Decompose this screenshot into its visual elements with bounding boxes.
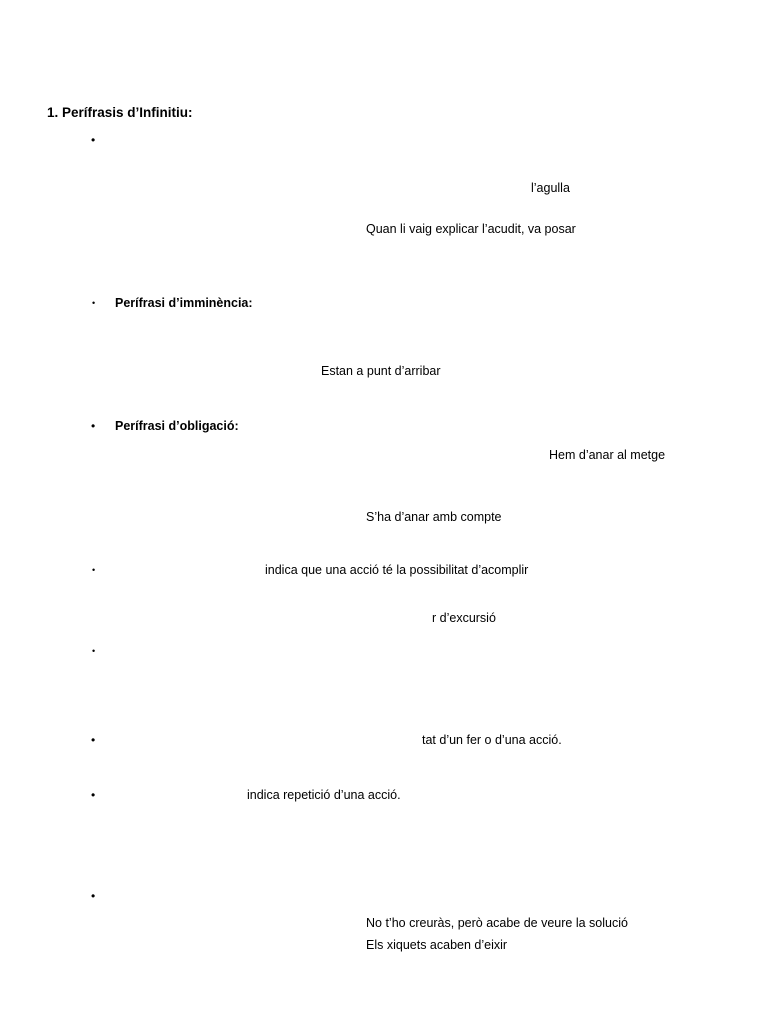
example-text-acudit: Quan li vaig explicar l’acudit, va posar: [366, 222, 576, 236]
bullet-marker: •: [91, 788, 96, 802]
bullet-marker: •: [92, 565, 96, 575]
bullet-marker: •: [91, 133, 96, 147]
example-text-acabar-2: Els xiquets acaben d’eixir: [366, 938, 508, 952]
example-text-obligacio-1: Hem d’anar al metge: [549, 448, 666, 462]
bullet-marker: •: [91, 419, 96, 433]
bullet-marker: •: [91, 733, 96, 747]
bullet-marker: •: [92, 298, 96, 308]
item-text-possibilitat: indica que una acció té la possibilitat d’acomplir: [265, 563, 529, 577]
item-text-repeticio: indica repetició d’una acció.: [247, 788, 401, 802]
item-title-obligacio: Perífrasi d’obligació:: [115, 419, 239, 433]
example-text-acabar-1: No t’ho creuràs, però acabe de veure la solució: [366, 916, 628, 930]
item-text-resultat: tat d’un fer o d’una acció.: [422, 733, 562, 747]
example-text-obligacio-2: S’ha d’anar amb compte: [366, 510, 502, 524]
bullet-marker: •: [91, 889, 96, 903]
example-text-excursio: r d’excursió: [432, 611, 496, 625]
bullet-marker: •: [92, 646, 96, 656]
item-title-imminencia: Perífrasi d’imminència:: [115, 296, 253, 310]
example-text-imminencia: Estan a punt d’arribar: [321, 364, 441, 378]
section-heading: 1. Perífrasis d’Infinitiu:: [47, 105, 193, 120]
example-text-agulla: l’agulla: [531, 181, 570, 195]
